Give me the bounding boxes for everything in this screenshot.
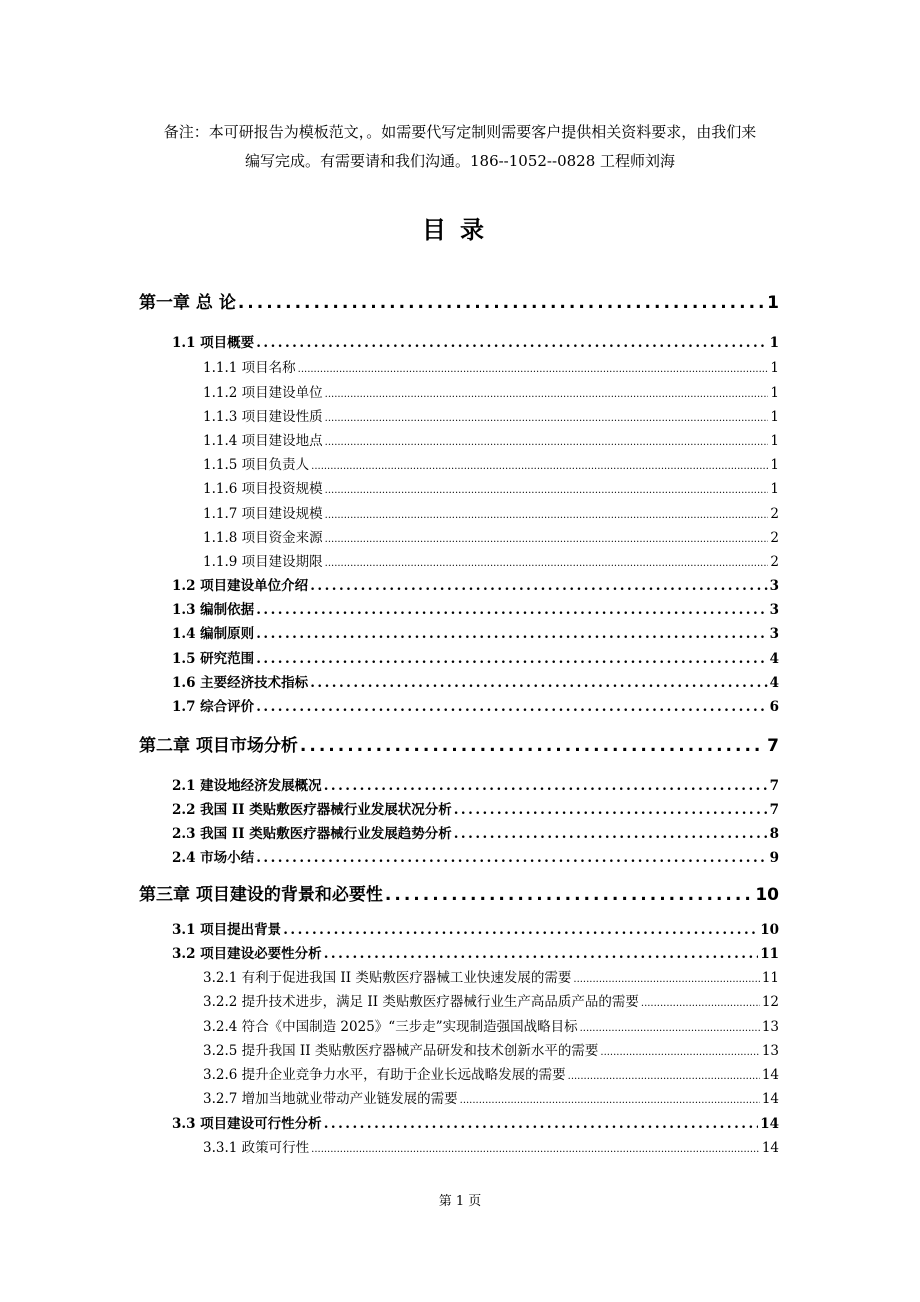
toc-entry-section[interactable] — [172, 918, 779, 938]
toc-entry-page-number: 7 — [769, 778, 779, 794]
toc-entry-label: 1.1.6 项目投资规模 — [203, 481, 323, 497]
toc-entry-label: 第一章 总 论 — [139, 293, 236, 313]
toc-entry-sub[interactable] — [203, 1087, 779, 1107]
dot-leader — [600, 1047, 759, 1058]
toc-entry-label: 3.2.5 提升我国 II 类贴敷医疗器械产品研发和技术创新水平的需要 — [203, 1043, 599, 1059]
toc-entry-sub[interactable] — [203, 453, 779, 473]
toc-entry-page-number: 4 — [769, 651, 779, 667]
toc-entry-label: 2.3 我国 II 类贴敷医疗器械行业发展趋势分析 — [172, 826, 452, 842]
toc-entry-section[interactable] — [172, 574, 779, 594]
dot-leader — [580, 1023, 760, 1034]
dot-leader — [454, 826, 768, 842]
toc-entry-section[interactable] — [172, 671, 779, 691]
toc-entry-section[interactable] — [172, 774, 779, 794]
dot-leader — [325, 437, 769, 448]
page-title: 目录 — [422, 216, 498, 244]
toc-entry-page-number: 14 — [761, 1091, 779, 1107]
dot-leader — [310, 578, 767, 594]
toc-entry-label: 3.2.6 提升企业竞争力水平，有助于企业长远战略发展的需要 — [203, 1067, 566, 1083]
dot-leader — [325, 485, 769, 496]
toc-entry-section[interactable] — [172, 822, 779, 842]
toc-entry-section[interactable] — [172, 1112, 779, 1132]
toc-entry-label: 1.1.9 项目建设期限 — [203, 554, 323, 570]
toc-entry-sub[interactable] — [203, 502, 779, 522]
toc-entry-label: 3.2.2 提升技术进步，满足 II 类贴敷医疗器械行业生产高品质产品的需要 — [203, 994, 639, 1010]
note-line-1: 备注：本可研报告为模板范文，。如需要代写定制则需要客户提供相关资料要求，由我们来 — [163, 123, 757, 141]
toc-entry-section[interactable] — [172, 622, 779, 642]
dot-leader — [641, 998, 760, 1009]
toc-entry-section[interactable] — [172, 695, 779, 715]
toc-entry-label: 1.1.3 项目建设性质 — [203, 409, 323, 425]
toc-entry-sub[interactable] — [203, 381, 779, 401]
toc-entry-page-number: 13 — [761, 1043, 779, 1059]
toc-entry-section[interactable] — [172, 846, 779, 866]
toc-entry-sub[interactable] — [203, 1015, 779, 1035]
toc-entry-page-number: 11 — [761, 970, 779, 986]
toc-entry-page-number: 11 — [760, 946, 779, 962]
dot-leader — [300, 736, 765, 756]
toc-entry-page-number: 1 — [770, 433, 779, 449]
dot-leader — [256, 850, 767, 866]
toc-entry-label: 3.2.4 符合《中国制造 2025》“三步走”实现制造强国战略目标 — [203, 1019, 578, 1035]
dot-leader — [256, 699, 767, 715]
page-footer: 第 1 页 — [438, 1194, 482, 1209]
toc-entry-label: 第二章 项目市场分析 — [139, 736, 298, 756]
toc-entry-label: 1.1.8 项目资金来源 — [203, 530, 323, 546]
toc-entry-label: 1.5 研究范围 — [172, 651, 255, 667]
toc-entry-label: 3.2 项目建设必要性分析 — [172, 946, 322, 962]
dot-leader — [256, 626, 767, 642]
toc-entry-label: 1.1.7 项目建设规模 — [203, 506, 323, 522]
toc-entry-page-number: 14 — [761, 1140, 779, 1156]
toc-entry-label: 2.4 市场小结 — [172, 850, 255, 866]
toc-entry-sub[interactable] — [203, 477, 779, 497]
toc-entry-label: 1.2 项目建设单位介绍 — [172, 578, 309, 594]
dot-leader — [325, 389, 769, 400]
toc-entry-sub[interactable] — [203, 1039, 779, 1059]
toc-entry-page-number: 1 — [770, 360, 779, 376]
toc-entry-page-number: 10 — [760, 922, 779, 938]
toc-entry-label: 3.2.7 增加当地就业带动产业链发展的需要 — [203, 1091, 458, 1107]
toc-entry-page-number: 7 — [767, 736, 779, 756]
dot-leader — [324, 1116, 759, 1132]
toc-entry-sub[interactable] — [203, 429, 779, 449]
dot-leader — [454, 802, 768, 818]
toc-entry-page-number: 2 — [770, 554, 779, 570]
toc-entry-sub[interactable] — [203, 990, 779, 1010]
toc-entry-chapter[interactable] — [139, 288, 779, 313]
note-line-2: 编写完成。有需要请和我们沟通。186--1052--0828 工程师刘海 — [244, 152, 676, 170]
toc-entry-page-number: 3 — [769, 626, 779, 642]
dot-leader — [311, 461, 768, 472]
toc-entry-section[interactable] — [172, 647, 779, 667]
toc-entry-page-number: 6 — [769, 699, 779, 715]
toc-entry-sub[interactable] — [203, 1063, 779, 1083]
toc-entry-page-number: 1 — [769, 335, 779, 351]
toc-entry-page-number: 10 — [755, 885, 779, 905]
toc-entry-label: 1.6 主要经济技术指标 — [172, 675, 309, 691]
toc-entry-sub[interactable] — [203, 550, 779, 570]
dot-leader — [324, 778, 768, 794]
dot-leader — [568, 1071, 760, 1082]
toc-entry-label: 2.2 我国 II 类贴敷医疗器械行业发展状况分析 — [172, 802, 452, 818]
dot-leader — [256, 651, 767, 667]
toc-entry-page-number: 1 — [770, 457, 779, 473]
toc-entry-label: 1.4 编制原则 — [172, 626, 255, 642]
toc-entry-label: 3.3.1 政策可行性 — [203, 1140, 310, 1156]
toc-entry-section[interactable] — [172, 598, 779, 618]
toc-entry-sub[interactable] — [203, 526, 779, 546]
dot-leader — [324, 946, 759, 962]
toc-entry-page-number: 3 — [769, 578, 779, 594]
toc-entry-page-number: 9 — [769, 850, 779, 866]
toc-entry-section[interactable] — [172, 942, 779, 962]
toc-entry-chapter[interactable] — [139, 880, 779, 905]
toc-entry-label: 第三章 项目建设的背景和必要性 — [139, 885, 383, 905]
dot-leader — [325, 534, 769, 545]
toc-entry-page-number: 1 — [767, 293, 779, 313]
dot-leader — [325, 558, 769, 569]
toc-entry-sub[interactable] — [203, 966, 779, 986]
toc-entry-page-number: 1 — [770, 481, 779, 497]
dot-leader — [256, 602, 767, 618]
toc-entry-label: 1.1.4 项目建设地点 — [203, 433, 323, 449]
dot-leader — [325, 510, 769, 521]
toc-entry-label: 1.1.5 项目负责人 — [203, 457, 310, 473]
toc-entry-page-number: 14 — [760, 1116, 779, 1132]
toc-entry-label: 3.3 项目建设可行性分析 — [172, 1116, 322, 1132]
dot-leader — [283, 922, 758, 938]
dot-leader — [573, 974, 759, 985]
toc-entry-sub[interactable] — [203, 405, 779, 425]
toc-entry-sub[interactable] — [203, 356, 779, 376]
dot-leader — [238, 293, 765, 313]
dot-leader — [310, 675, 767, 691]
toc-entry-label: 2.1 建设地经济发展概况 — [172, 778, 322, 794]
toc-entry-label: 3.1 项目提出背景 — [172, 922, 282, 938]
dot-leader — [311, 1144, 760, 1155]
toc-entry-chapter[interactable] — [139, 731, 779, 756]
dot-leader — [460, 1095, 760, 1106]
toc-entry-page-number: 3 — [769, 602, 779, 618]
toc-entry-page-number: 7 — [769, 802, 779, 818]
toc-entry-label: 1.1.1 项目名称 — [203, 360, 296, 376]
toc-entry-page-number: 2 — [770, 506, 779, 522]
dot-leader — [256, 335, 767, 351]
toc-entry-label: 1.3 编制依据 — [172, 602, 255, 618]
toc-entry-page-number: 14 — [761, 1067, 779, 1083]
toc-entry-page-number: 12 — [761, 994, 779, 1010]
toc-entry-section[interactable] — [172, 798, 779, 818]
toc-entry-page-number: 4 — [769, 675, 779, 691]
toc-entry-sub[interactable] — [203, 1136, 779, 1156]
dot-leader — [298, 364, 769, 375]
toc-entry-page-number: 13 — [761, 1019, 779, 1035]
toc-entry-page-number: 8 — [769, 826, 779, 842]
toc-entry-label: 1.1 项目概要 — [172, 335, 255, 351]
toc-entry-section[interactable] — [172, 331, 779, 351]
toc-entry-label: 1.7 综合评价 — [172, 699, 255, 715]
dot-leader — [325, 413, 769, 424]
toc-entry-label: 1.1.2 项目建设单位 — [203, 385, 323, 401]
toc-entry-page-number: 1 — [770, 409, 779, 425]
toc-entry-label: 3.2.1 有利于促进我国 II 类贴敷医疗器械工业快速发展的需要 — [203, 970, 572, 986]
dot-leader — [385, 885, 753, 905]
toc-entry-page-number: 2 — [770, 530, 779, 546]
toc-entry-page-number: 1 — [770, 385, 779, 401]
